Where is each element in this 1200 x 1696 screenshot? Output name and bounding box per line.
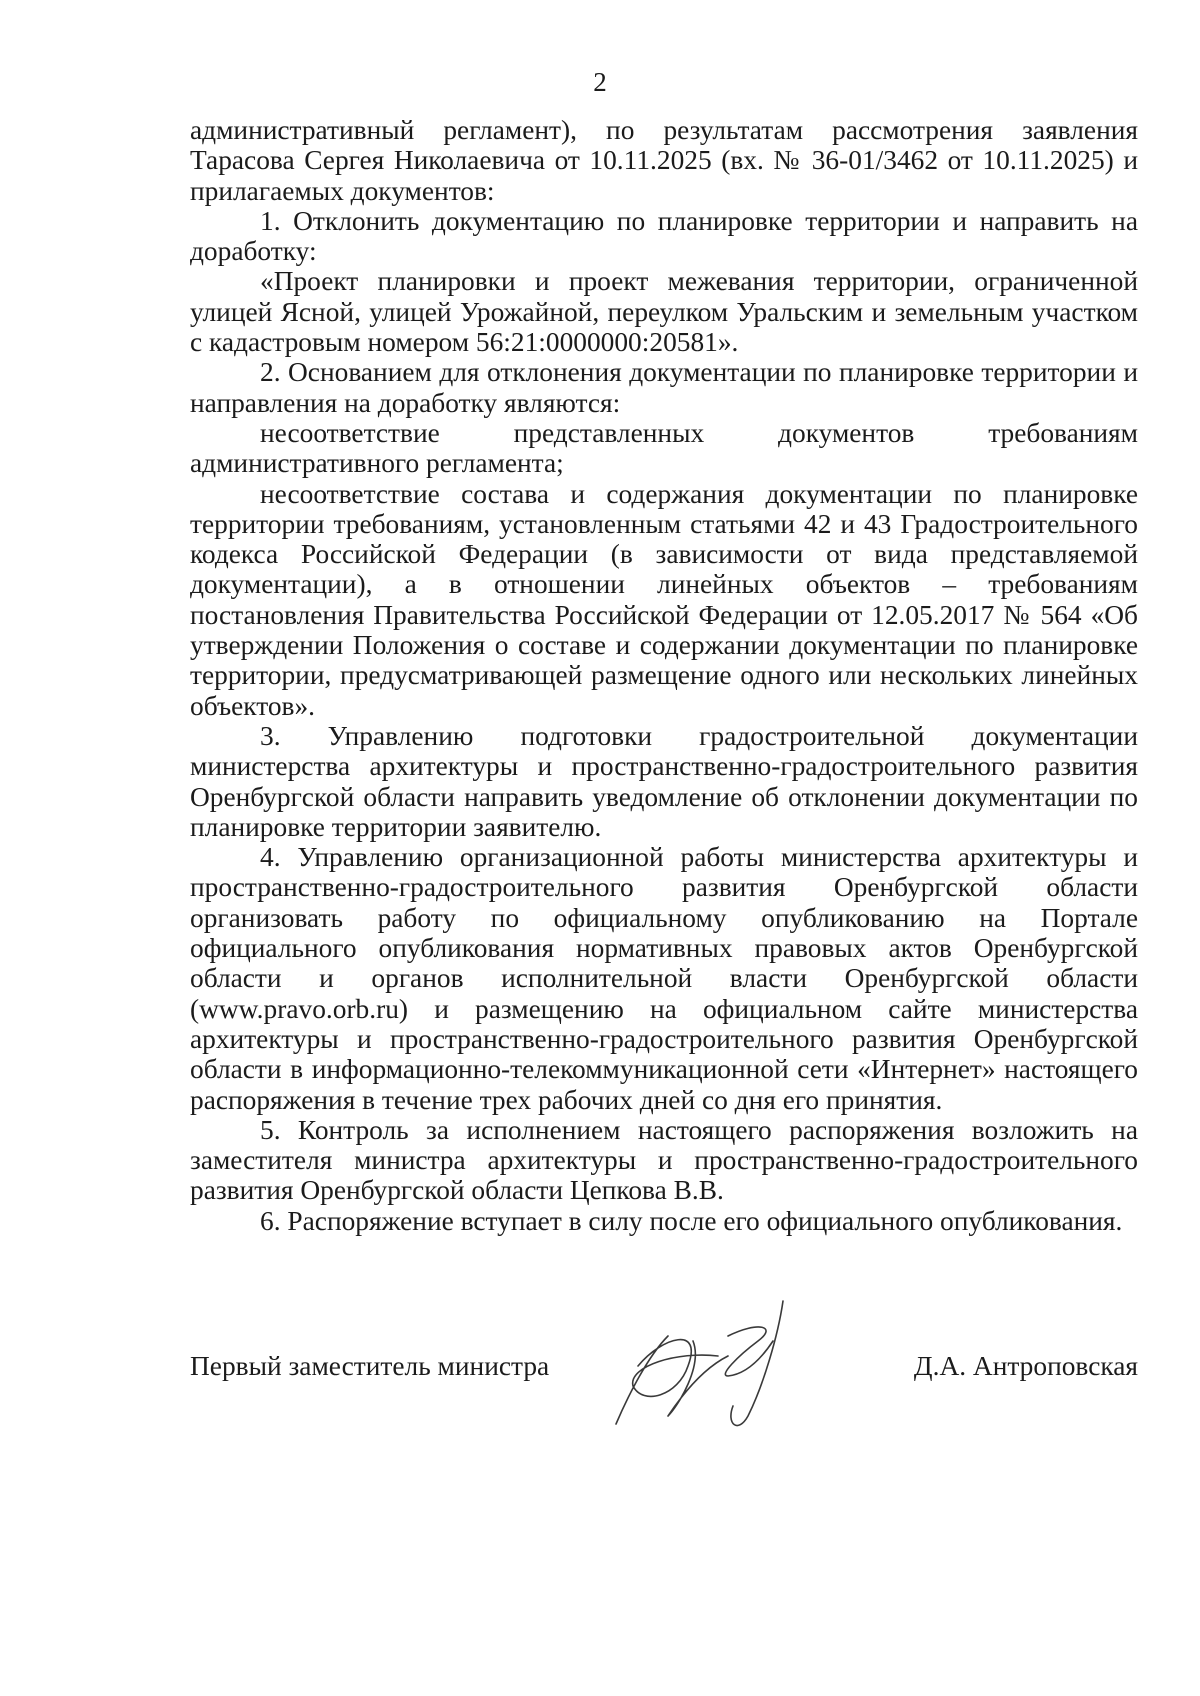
signer-name: Д.А. Антроповская — [913, 1351, 1138, 1381]
signer-position: Первый заместитель министра — [190, 1351, 550, 1381]
paragraph-item-2: 2. Основанием для отклонения документации по планировке территории и направления на доработку являются: — [190, 357, 1138, 418]
handwritten-signature-icon — [608, 1296, 808, 1436]
paragraph-reason-2: несоответствие состава и содержания документации по планировке территории требованиям, установленным статьями 42 и 43 Градостроительного кодекса Российской Федерации (в зависимости от вида представляемой документации), а в отношении линейных объектов – требованиям постановления Правительства Российской Федерации от 12.05.2017 № 564 «Об утверждении Положения о составе и содержании документации по планировке территории, предусматривающей размещение одного или нескольких линейных объектов». — [190, 478, 1138, 721]
signature-stroke — [616, 1336, 718, 1424]
paragraph-item-5: 5. Контроль за исполнением настоящего распоряжения возложить на заместителя министра архитектуры и пространственно-градостроительного развития Оренбургской области Цепкова В.В. — [190, 1114, 1138, 1206]
page-number: 2 — [593, 67, 607, 97]
signature-stroke — [668, 1341, 728, 1416]
paragraph-intro: административный регламент), по результатам рассмотрения заявления Тарасова Сергея Николаевича от 10.11.2025 (вх. № 36-01/3462 от 10.11.2025) и прилагаемых документов: — [190, 115, 1138, 206]
paragraph-item-4: 4. Управлению организационной работы министерства архитектуры и пространственно-градостроительного развития Оренбургской области организовать работу по официальному опубликованию на Портале официального опубликования нормативных правовых актов Оренбургской области и органов исполнительной власти Оренбургской области (www.pravo.orb.ru) и размещению на официальном сайте министерства архитектуры и пространственно-градостроительного развития Оренбургской области в информационно-телекоммуникационной сети «Интернет» настоящего распоряжения в течение трех рабочих дней со дня его принятия. — [190, 842, 1138, 1115]
document-body — [190, 115, 1138, 1236]
paragraph-item-3: 3. Управлению подготовки градостроительной документации министерства архитектуры и пространственно-градостроительного развития Оренбургской области направить уведомление об отклонении документации по планировке территории заявителю. — [190, 720, 1138, 842]
signature-block — [190, 1340, 1138, 1460]
paragraph-reason-1: несоответствие представленных документов требованиям административного регламента; — [190, 417, 1138, 479]
paragraph-project-title: «Проект планировки и проект межевания территории, ограниченной улицей Ясной, улицей Урожайной, переулком Уральским и земельным участком с кадастровым номером 56:21:0000000:20581». — [190, 266, 1138, 358]
signature-stroke — [731, 1301, 783, 1425]
paragraph-item-1: 1. Отклонить документацию по планировке территории и направить на доработку: — [190, 205, 1138, 267]
paragraph-item-6: 6. Распоряжение вступает в силу после его официального опубликования. — [260, 1205, 1123, 1236]
